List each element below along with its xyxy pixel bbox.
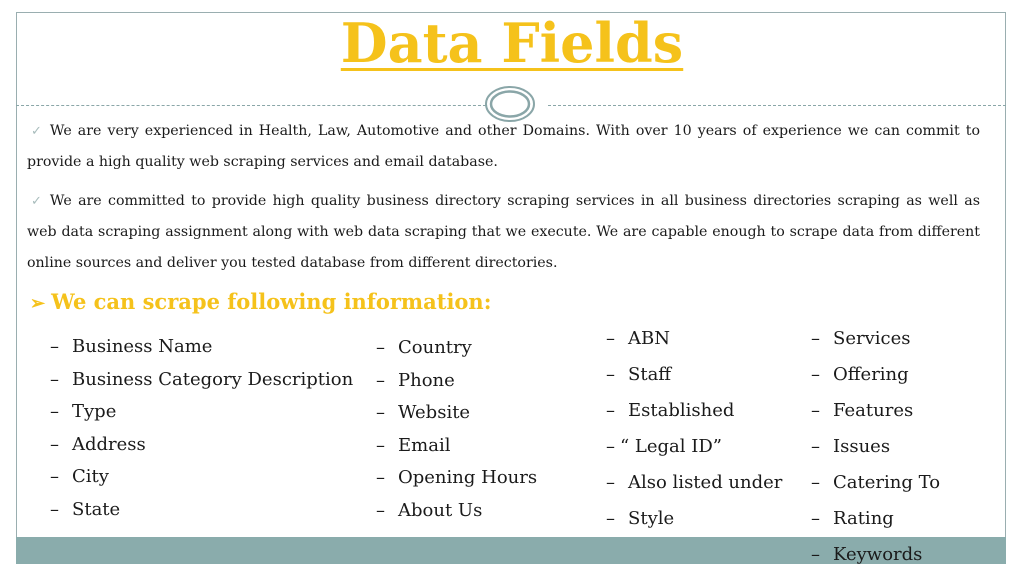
check-icon: ✓: [31, 124, 42, 139]
list-item: – Phone: [376, 369, 455, 391]
intro-paragraph-2: [27, 186, 980, 279]
intro-paragraph-1: [27, 116, 980, 178]
field-list-column-4: [811, 321, 940, 567]
arrow-right-icon: ➢: [30, 293, 46, 314]
list-item: – “ Legal ID”: [606, 436, 723, 457]
list-item: – Opening Hours: [376, 467, 538, 488]
divider-right: [548, 105, 1006, 106]
list-item: – ABN: [606, 328, 670, 349]
list-item: – Established: [606, 400, 735, 421]
section-heading-text: We can scrape following information:: [51, 289, 492, 314]
list-item: – Catering To: [811, 472, 941, 493]
list-item: – Website: [376, 402, 471, 423]
list-item: – Address: [50, 433, 146, 455]
list-item: – Services: [811, 328, 911, 349]
list-item: – Style: [606, 508, 675, 529]
field-list-column-3: [606, 321, 782, 537]
field-list-column-1: [50, 331, 353, 526]
list-item: – City: [50, 466, 109, 487]
list-item: – Also listed under: [606, 472, 783, 493]
list-item: – Business Name: [50, 336, 213, 357]
field-list-column-2: [376, 332, 537, 527]
page-title: Data Fields: [340, 11, 684, 75]
divider-left: [16, 105, 486, 106]
list-item: – Staff: [606, 364, 672, 385]
check-icon: ✓: [31, 194, 42, 209]
list-item: – Business Category Description: [50, 368, 354, 390]
list-item: – Keywords: [811, 544, 923, 565]
list-item: – Issues: [811, 436, 891, 457]
list-item: – State: [50, 498, 121, 520]
list-item: – About Us: [376, 499, 483, 521]
list-item: – Offering: [811, 364, 909, 385]
list-item: – Rating: [811, 508, 894, 529]
section-heading: [30, 286, 491, 320]
list-item: – Features: [811, 400, 914, 421]
paragraph-text: We are very experienced in Health, Law, Automotive and other Domains. With over 10 years of experience we can commit to provide a high quality web scraping services and email database.: [27, 123, 980, 170]
list-item: – Type: [50, 401, 117, 422]
paragraph-text: We are committed to provide high quality business directory scraping services in all business directories scraping as well as web data scraping assignment along with web data scraping that we execute. We are capable enough to scrape data from different online sources and deliver you tested database from different directories.: [27, 193, 980, 271]
list-item: – Email: [376, 434, 451, 456]
list-item: – Country: [376, 337, 472, 358]
